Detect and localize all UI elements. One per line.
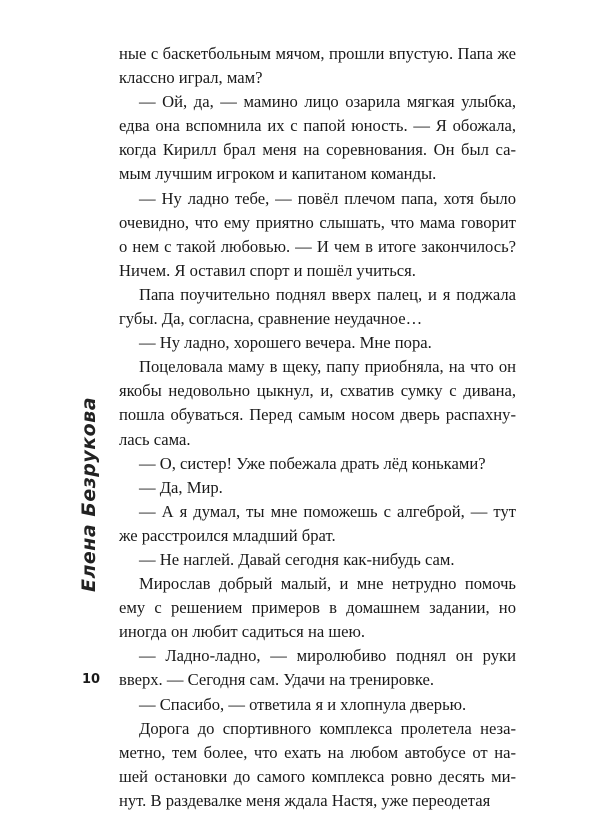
paragraph-13: — Спасибо, — ответила я и хлопнула дверью.	[139, 694, 467, 714]
paragraph-3: — Ну ладно тебе, — повёл плечом папа, хотя было очевидно, что ему приятно слышать, что мама говорит о нем с такой любовью. — И чем в итоге закончилось? Ничем. Я оставил спорт и пошёл учиться.	[119, 188, 516, 280]
body-text	[119, 42, 516, 813]
paragraph-7: — О, систер! Уже побежала драть лёд коньками?	[139, 453, 486, 473]
paragraph-1: ные с баскетбольным мячом, прошли впустую. Папа же классно играл, мам?	[119, 44, 516, 88]
paragraph-4: Папа поучительно поднял вверх палец, и я поджала губы. Да, согласна, сравнение неудачное…	[119, 284, 516, 329]
paragraph-5: — Ну ладно, хорошего вечера. Мне пора.	[139, 333, 432, 353]
paragraph-12: — Ладно-ладно, — миролюбиво поднял он руки вверх. — Сегодня сам. Удачи на тренировке.	[119, 646, 516, 690]
paragraph-14: Дорога до спортивного комплекса пролетела незаметно, тем более, что ехать на любом автобусе от нашей остановки до самого комплекса ровно десять минут. В раздевалке меня ждала Настя, уже переодетая	[119, 718, 516, 810]
paragraph-10: — Не наглей. Давай сегодня как-нибудь сам.	[139, 549, 455, 569]
paragraph-11: Мирослав добрый малый, и мне нетрудно помочь ему с решением примеров в домашнем задании, но иногда он любит садиться на шею.	[119, 574, 516, 642]
paragraph-8: — Да, Мир.	[139, 477, 223, 497]
paragraph-6: Поцеловала маму в щеку, папу приобняла, на что он якобы недовольно цыкнул, и, схватив сумку с дивана, пошла обуваться. Перед самым носом дверь распахнулась сама.	[119, 357, 516, 449]
paragraph-2: — Ой, да, — мамино лицо озарила мягкая улыбка, едва она вспомнила их с папой юность. — Я обожала, когда Кирилл брал меня на соревнования. Он был самым лучшим игроком и капитаном команды.	[119, 92, 516, 184]
page-number: 10	[82, 672, 101, 687]
author-running-head: Елена Безрукова	[78, 396, 100, 592]
paragraph-9: — А я думал, ты мне поможешь с алгеброй, — тут же расстроился младший брат.	[119, 501, 516, 545]
